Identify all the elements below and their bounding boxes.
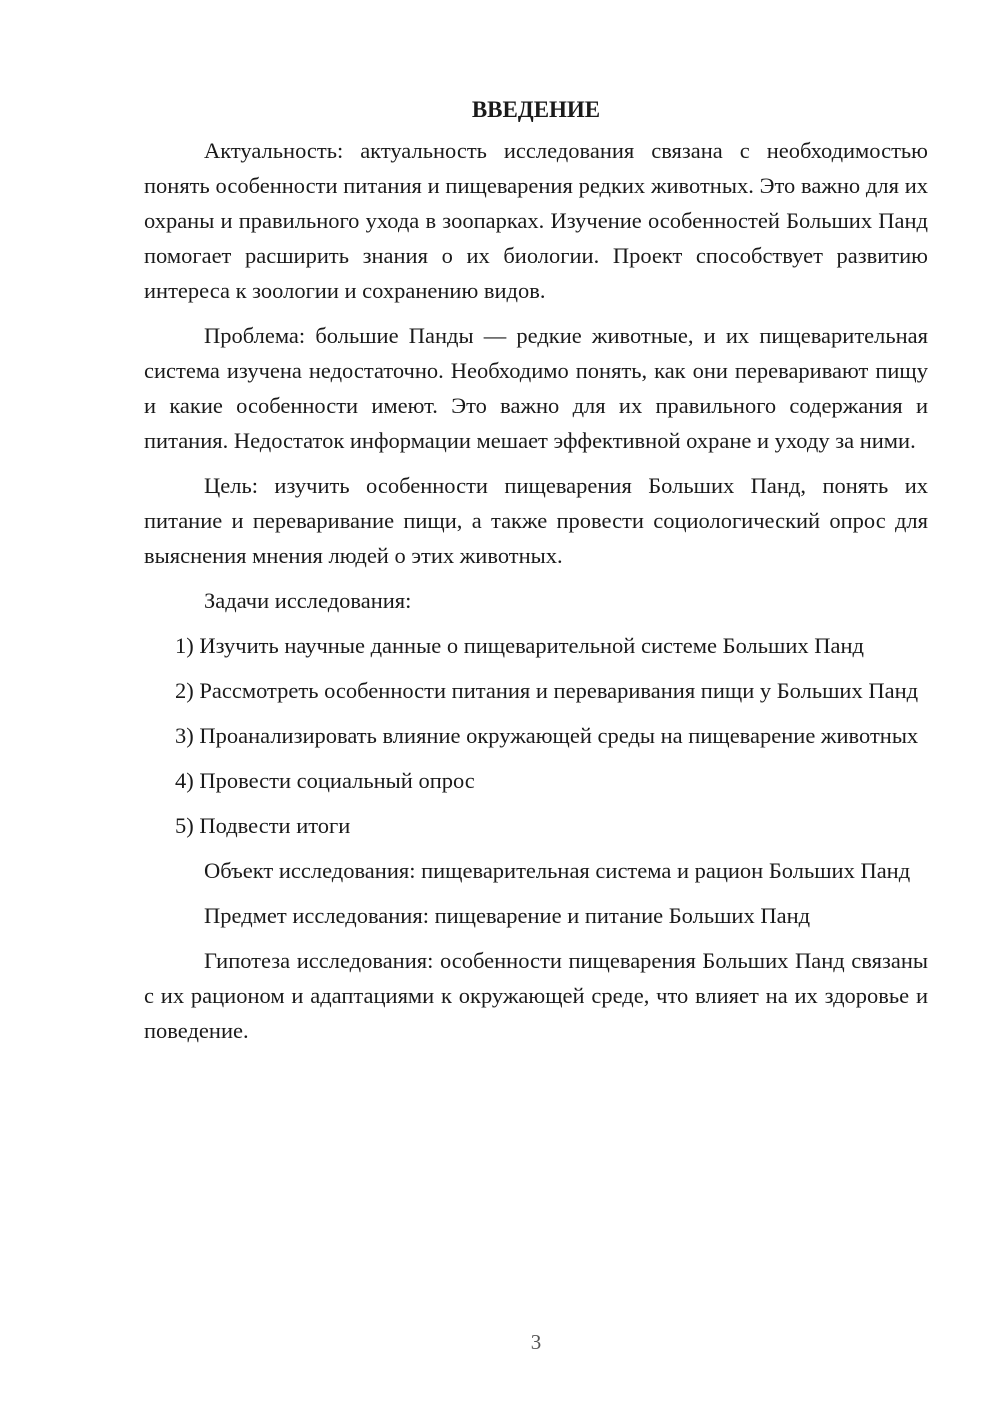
subject-paragraph: Предмет исследования: пищеварение и питание Больших Панд xyxy=(204,903,811,928)
page-number: 3 xyxy=(530,1330,542,1354)
problem-paragraph: Проблема: большие Панды — редкие животные, и их пищеварительная система изучена недостаточно. Необходимо понять, как они переваривают пищу и какие особенности имеют. Это важно для их правильного содержания и питания. Недостаток информации мешает эффективной охране и уходу за ними. xyxy=(144,323,928,453)
tasks-heading: Задачи исследования: xyxy=(204,588,412,613)
goal-paragraph: Цель: изучить особенности пищеварения Больших Панд, понять их питание и переваривание пищи, а также провести социологический опрос для выяснения мнения людей о этих животных. xyxy=(144,473,928,568)
hypothesis-paragraph: Гипотеза исследования: особенности пищеварения Больших Панд связаны с их рационом и адаптациями к окружающей среде, что влияет на их здоровье и поведение. xyxy=(144,948,928,1043)
task-item-1: 1) Изучить научные данные о пищеварительной системе Больших Панд xyxy=(175,633,864,658)
task-item-5: 5) Подвести итоги xyxy=(175,813,351,838)
task-item-3: 3) Проанализировать влияние окружающей среды на пищеварение животных xyxy=(175,723,919,748)
object-paragraph: Объект исследования: пищеварительная система и рацион Больших Панд xyxy=(204,858,911,883)
task-item-4: 4) Провести социальный опрос xyxy=(175,768,475,793)
page-title: ВВЕДЕНИЕ xyxy=(471,97,601,122)
task-item-2: 2) Рассмотреть особенности питания и переваривания пищи у Больших Панд xyxy=(175,678,919,703)
relevance-paragraph: Актуальность: актуальность исследования связана с необходимостью понять особенности питания и пищеварения редких животных. Это важно для их охраны и правильного ухода в зоопарках. Изучение особенностей Больших Панд помогает расширить знания о их биологии. Проект способствует развитию интереса к зоологии и сохранению видов. xyxy=(144,138,928,303)
document-page xyxy=(144,92,928,1048)
